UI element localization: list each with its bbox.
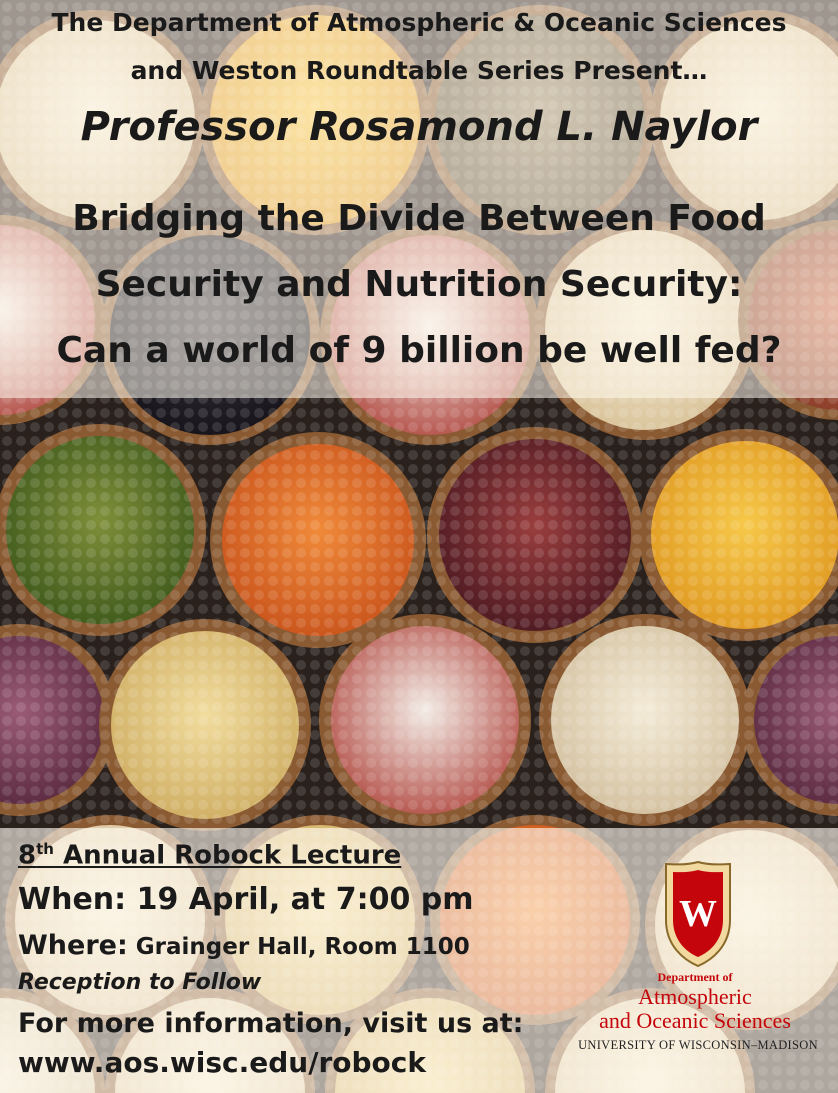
more-info-text: For more information, visit us at: [18,1008,524,1039]
speaker-name: Professor Rosamond L. Naylor [80,104,758,150]
dept-of-label: Department of [657,970,733,984]
lecture-number: 8 [18,840,37,871]
event-when: When: 19 April, at 7:00 pm [18,882,474,917]
university-name: UNIVERSITY OF WISCONSIN–MADISON [578,1038,818,1052]
where-label: Where: [18,930,128,961]
where-value: Grainger Hall, Room 1100 [127,934,470,960]
reception-note: Reception to Follow [18,970,262,995]
uw-crest-icon [664,860,732,968]
lecture-name: Annual Robock Lecture [53,840,402,871]
lecture-series-heading [18,840,401,871]
crest-letter: W [679,893,717,935]
dept-name-line-1: Atmospheric [638,984,752,1009]
host-line-1: The Department of Atmospheric & Oceanic Sciences [51,8,787,37]
event-where [18,930,470,961]
department-logo-text [560,970,830,1033]
host-line-2: and Weston Roundtable Series Present… [130,56,708,85]
talk-title-line-3: Can a world of 9 billion be well fed? [56,330,782,371]
talk-title-line-1: Bridging the Divide Between Food [72,198,766,239]
dept-name-line-2: and Oceanic Sciences [599,1008,791,1033]
talk-title-line-2: Security and Nutrition Security: [95,264,743,305]
lecture-ordinal-suffix: th [36,840,54,858]
website-link[interactable]: www.aos.wisc.edu/robock [18,1046,426,1079]
